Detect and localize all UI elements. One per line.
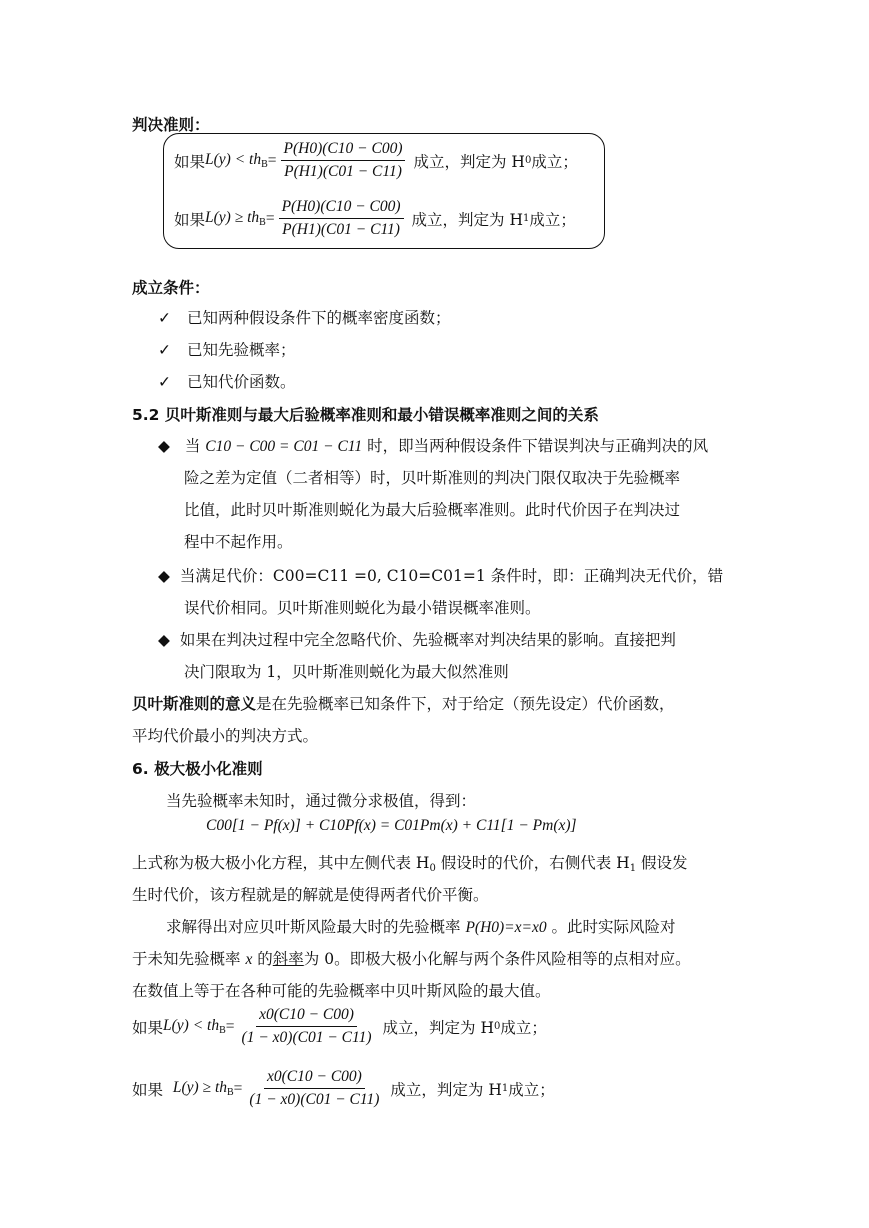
bullet-1-line-1: ◆ 当 C10 − C00 = C01 − C11 时，即当两种假设条件下错误判决与正确判决的风 [158, 437, 709, 455]
row1-fraction [281, 140, 406, 181]
minimax-row2-fraction: $\frac{x0(C10 - C00)}{(1 - x0)(C01 - C11)}$ [249, 1068, 380, 1108]
decision-rule-row-2 [174, 198, 576, 239]
section-5-2-heading: 5.2 贝叶斯准则与最大后验概率准则和最小错误概率准则之间的关系 [132, 406, 599, 424]
bullet-1-line-3: 比值，此时贝叶斯准则蜕化为最大后验概率准则。此时代价因子在判决过 [184, 501, 681, 519]
row2-eq: = [265, 209, 275, 227]
row1-prefix: 如果 [174, 152, 206, 171]
row2-numerator: P(H0)(C10 − C00) [279, 198, 404, 219]
bullet-1-line-4: 程中不起作用。 [184, 533, 293, 551]
para-3: 在数值上等于在各种可能的先验概率中贝叶斯风险的最大值。 [132, 982, 551, 1000]
row2-lhs: L(y) ≥ th [205, 209, 260, 226]
condition-item [158, 338, 296, 360]
row2-fraction [279, 198, 404, 239]
row2-lhs-sub: B [259, 217, 266, 228]
section-6-intro: 当先验概率未知时，通过微分求极值，得到： [166, 792, 477, 810]
bullet-3-line-2: 决门限取为 1，贝叶斯准则蜕化为最大似然准则 [184, 663, 509, 681]
row1-eq: = [267, 151, 277, 169]
row2-prefix: 如果 [174, 210, 206, 229]
bullet-2-line-2: 误代价相同。贝叶斯准则蜕化为最小错误概率准则。 [184, 599, 541, 617]
meaning-line-2: 平均代价最小的判决方式。 [132, 727, 319, 745]
minimax-rule-row-2: 如果 $L(y) \ge th_B$ = $\frac{x0(C10 - C00)}{(1 - x0)(C01 - C11)}$ 成立，判定为 H 1 成立； [132, 1068, 555, 1108]
meaning-line-1: 贝叶斯准则的意义是在先验概率已知条件下，对于给定（预先设定）代价函数， [132, 695, 675, 713]
row2-denominator: P(H1)(C01 − C11) [282, 221, 400, 238]
row2-suffix-sub: 1 [522, 213, 530, 224]
para-1-line-2: 生时代价，该方程就是的解就是使得两者代价平衡。 [132, 886, 489, 904]
para-2-line-1: 求解得出对应贝叶斯风险最大时的先验概率 P(H0)=x=x0 。此时实际风险对 [166, 918, 676, 936]
row1-suffix-sub: 0 [524, 155, 532, 166]
diamond-icon: ◆ [158, 437, 170, 455]
check-icon: ✓ [158, 309, 171, 327]
meaning-bold: 贝叶斯准则的意义 [132, 695, 257, 713]
row1-denominator: P(H1)(C01 − C11) [284, 163, 402, 180]
row2-suffix-end: 成立； [529, 210, 576, 229]
bullet-1-line-2: 险之差为定值（二者相等）时，贝叶斯准则的判决门限仅取决于先验概率 [184, 469, 681, 487]
row1-lhs-sub: B [261, 159, 268, 170]
condition-item [158, 370, 296, 392]
decision-rule-row-1 [174, 140, 578, 181]
prior-formula: P(H0)=x=x0 [465, 919, 547, 936]
para-1-line-1: 上式称为极大极小化方程，其中左侧代表 $H_0$ 假设时的代价，右侧代表 $H_1$ 假设发 [132, 854, 688, 874]
condition-text: 已知代价函数。 [187, 373, 296, 391]
slope-link[interactable]: 斜率 [272, 950, 304, 968]
check-icon: ✓ [158, 373, 171, 391]
row1-numerator: P(H0)(C10 − C00) [281, 140, 406, 161]
diamond-icon: ◆ [158, 567, 170, 585]
minimax-equation: C00[1 − Pf(x)] + C10Pf(x) = C01Pm(x) + C11[1 − Pm(x)] [206, 817, 577, 834]
bullet-3-line-1: ◆ 如果在判决过程中完全忽略代价、先验概率对判决结果的影响。直接把判 [158, 631, 676, 649]
check-icon: ✓ [158, 341, 171, 359]
row1-lhs: L(y) < th [205, 151, 262, 168]
para-2-line-2: 于未知先验概率 x 的斜率为 0。即极大极小化解与两个条件风险相等的点相对应。 [132, 950, 691, 968]
condition-text: 已知先验概率； [187, 341, 296, 359]
cost-equality-formula: C10 − C00 = C01 − C11 [205, 438, 363, 455]
section-6-heading: 6. 极大极小化准则 [132, 760, 263, 778]
conditions-heading: 成立条件： [132, 279, 210, 297]
decision-rule-box [163, 133, 605, 249]
condition-item [158, 306, 451, 328]
bullet-2-line-1: ◆ 当满足代价：C00=C11 =0, C10=C01=1 条件时，即：正确判决无代价，错 [158, 567, 724, 585]
row1-suffix: 成立，判定为 H [413, 152, 525, 171]
diamond-icon: ◆ [158, 631, 170, 649]
decision-rule-heading: 判决准则： [132, 116, 210, 134]
minimax-rule-row-1: 如果 $L(y) < th_B$ = $\frac{x0(C10 - C00)}{(1 - x0)(C01 - C11)}$ 成立，判定为 H 0 成立； [132, 1006, 547, 1046]
condition-text: 已知两种假设条件下的概率密度函数； [187, 309, 451, 327]
minimax-row1-fraction: $\frac{x0(C10 - C00)}{(1 - x0)(C01 - C11)}$ [241, 1006, 372, 1046]
row2-suffix: 成立，判定为 H [411, 210, 523, 229]
row1-suffix-end: 成立； [531, 152, 578, 171]
